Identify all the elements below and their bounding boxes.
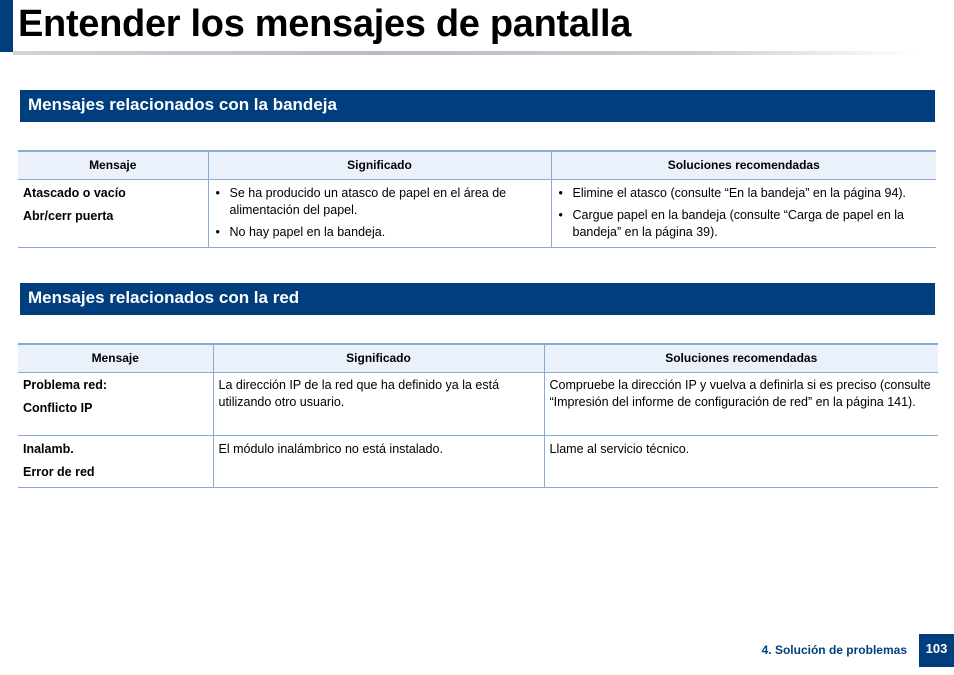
network-messages-table	[18, 343, 938, 488]
table-header-row	[18, 151, 936, 179]
table-header-row	[18, 344, 938, 372]
message-code: Error de red	[23, 464, 95, 479]
page-title: Entender los mensajes de pantalla	[18, 3, 632, 45]
meaning-cell	[208, 179, 551, 247]
column-header-message: Mensaje	[18, 344, 213, 372]
meaning-list	[214, 185, 545, 241]
tray-messages-table	[18, 150, 936, 248]
message-cell	[18, 435, 213, 487]
column-header-message: Mensaje	[18, 151, 208, 179]
list-item: • Elimine el atasco (consulte “En la bandeja” en la página 94).	[557, 185, 931, 202]
list-item: • Se ha producido un atasco de papel en el área de alimentación del papel.	[214, 185, 545, 219]
message-cell	[18, 179, 208, 247]
message-code: Atascado o vacío	[23, 185, 126, 200]
table-row	[18, 435, 938, 487]
message-cell	[18, 372, 213, 435]
footer-chapter-link[interactable]: 4. Solución de problemas	[761, 643, 907, 657]
list-item: • Cargue papel en la bandeja (consulte “Carga de papel en la bandeja” en la página 39).	[557, 207, 931, 241]
table-row	[18, 372, 938, 435]
solution-cell: Compruebe la dirección IP y vuelva a definirla si es preciso (consulte “Impresión del informe de configuración de red” en la página 141).	[544, 372, 938, 435]
column-header-solutions: Soluciones recomendadas	[544, 344, 938, 372]
page-number-badge: 103	[919, 634, 954, 667]
title-accent-bar	[0, 0, 13, 52]
column-header-solutions: Soluciones recomendadas	[551, 151, 936, 179]
meaning-cell: El módulo inalámbrico no está instalado.	[213, 435, 544, 487]
message-code: Abr/cerr puerta	[23, 208, 114, 223]
list-item: • No hay papel en la bandeja.	[214, 224, 545, 241]
message-code: Inalamb.	[23, 441, 74, 456]
meaning-cell: La dirección IP de la red que ha definido ya la está utilizando otro usuario.	[213, 372, 544, 435]
message-code: Problema red:	[23, 377, 108, 392]
table-row	[18, 179, 936, 247]
solution-list	[557, 185, 931, 241]
column-header-meaning: Significado	[213, 344, 544, 372]
section-heading-network: Mensajes relacionados con la red	[20, 283, 935, 315]
solution-cell	[551, 179, 936, 247]
section-heading-tray: Mensajes relacionados con la bandeja	[20, 90, 935, 122]
message-code: Conflicto IP	[23, 400, 93, 415]
column-header-meaning: Significado	[208, 151, 551, 179]
title-divider	[13, 51, 918, 55]
solution-cell: Llame al servicio técnico.	[544, 435, 938, 487]
